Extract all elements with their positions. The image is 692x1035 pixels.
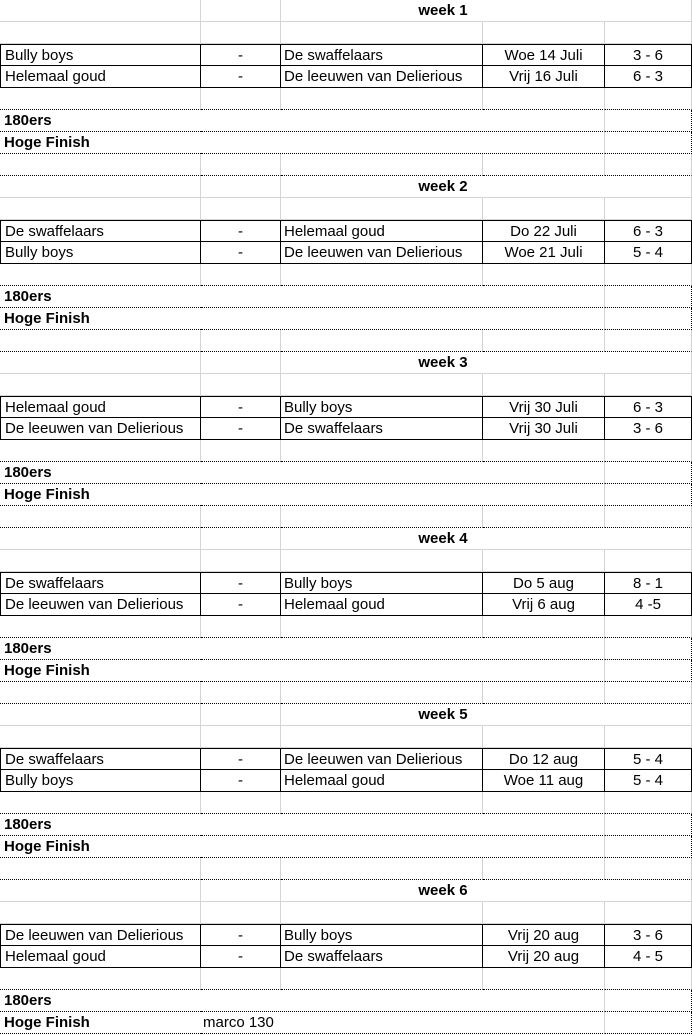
away-team-cell[interactable]: Bully boys xyxy=(281,924,483,946)
empty-cell[interactable] xyxy=(483,154,605,176)
match-date-cell[interactable]: Vrij 20 aug xyxy=(483,946,605,968)
empty-cell[interactable] xyxy=(201,88,281,110)
empty-cell[interactable] xyxy=(281,616,483,638)
home-team-cell[interactable]: De swaffelaars xyxy=(0,220,201,242)
empty-cell[interactable] xyxy=(483,616,605,638)
stat-label-180ers: 180ers xyxy=(0,462,201,484)
away-team-cell[interactable]: Helemaal goud xyxy=(281,770,483,792)
empty-cell[interactable] xyxy=(0,792,201,814)
empty-cell[interactable] xyxy=(605,880,692,902)
empty-cell[interactable] xyxy=(605,374,692,396)
empty-cell[interactable] xyxy=(281,506,483,528)
separator-cell[interactable]: - xyxy=(201,946,281,968)
empty-cell[interactable] xyxy=(201,154,281,176)
separator-cell[interactable]: - xyxy=(201,924,281,946)
stat-label-180ers: 180ers xyxy=(0,814,201,836)
stat-value-hoge-finish[interactable] xyxy=(201,484,605,506)
empty-cell[interactable] xyxy=(605,528,692,550)
empty-cell[interactable] xyxy=(605,462,692,484)
stat-label-180ers: 180ers xyxy=(0,638,201,660)
home-team-cell[interactable]: Helemaal goud xyxy=(0,66,201,88)
empty-cell[interactable] xyxy=(605,990,692,1012)
spacer-row xyxy=(0,264,692,286)
empty-cell[interactable] xyxy=(483,902,605,924)
match-row xyxy=(0,594,692,616)
week-header-row xyxy=(0,176,692,198)
match-row xyxy=(0,572,692,594)
match-row xyxy=(0,66,692,88)
stat-label-180ers: 180ers xyxy=(0,110,201,132)
empty-cell[interactable] xyxy=(0,88,201,110)
empty-cell[interactable] xyxy=(201,374,281,396)
match-row xyxy=(0,748,692,770)
score-cell[interactable]: 5 - 4 xyxy=(605,770,692,792)
match-date-cell[interactable]: Woe 11 aug xyxy=(483,770,605,792)
match-row xyxy=(0,770,692,792)
stats-180-row xyxy=(0,814,692,836)
empty-cell[interactable] xyxy=(605,550,692,572)
match-date-cell[interactable]: Do 12 aug xyxy=(483,748,605,770)
away-team-cell[interactable]: De leeuwen van Delierious xyxy=(281,748,483,770)
home-team-cell[interactable]: Helemaal goud xyxy=(0,946,201,968)
separator-cell[interactable]: - xyxy=(201,242,281,264)
empty-cell[interactable] xyxy=(605,506,692,528)
empty-cell[interactable] xyxy=(281,726,483,748)
empty-cell[interactable] xyxy=(281,440,483,462)
empty-cell[interactable] xyxy=(0,198,201,220)
home-team-cell[interactable]: De leeuwen van Delierious xyxy=(0,594,201,616)
empty-cell[interactable] xyxy=(0,374,201,396)
score-cell[interactable]: 6 - 3 xyxy=(605,396,692,418)
empty-cell[interactable] xyxy=(281,198,483,220)
spacer-row xyxy=(0,858,692,880)
empty-cell[interactable] xyxy=(0,22,201,44)
empty-cell[interactable] xyxy=(605,88,692,110)
empty-cell[interactable] xyxy=(605,264,692,286)
stats-finish-row xyxy=(0,1012,692,1034)
stat-label-hoge-finish: Hoge Finish xyxy=(0,484,201,506)
empty-cell[interactable] xyxy=(201,550,281,572)
separator-cell[interactable]: - xyxy=(201,594,281,616)
spacer-row xyxy=(0,440,692,462)
empty-cell[interactable] xyxy=(0,726,201,748)
stats-180-row xyxy=(0,110,692,132)
empty-cell[interactable] xyxy=(605,792,692,814)
away-team-cell[interactable]: De leeuwen van Delierious xyxy=(281,242,483,264)
empty-cell[interactable] xyxy=(483,506,605,528)
empty-cell[interactable] xyxy=(483,858,605,880)
empty-cell[interactable] xyxy=(605,616,692,638)
separator-cell[interactable]: - xyxy=(201,396,281,418)
spacer-row xyxy=(0,330,692,352)
empty-cell[interactable] xyxy=(605,440,692,462)
spacer-row xyxy=(0,374,692,396)
empty-cell[interactable] xyxy=(605,330,692,352)
stat-label-180ers: 180ers xyxy=(0,990,201,1012)
empty-cell[interactable] xyxy=(483,198,605,220)
empty-cell[interactable] xyxy=(201,880,281,902)
stat-value-180ers[interactable] xyxy=(201,990,605,1012)
empty-cell[interactable] xyxy=(0,440,201,462)
week-header-row xyxy=(0,528,692,550)
stats-180-row xyxy=(0,286,692,308)
spacer-row xyxy=(0,792,692,814)
stat-label-hoge-finish: Hoge Finish xyxy=(0,308,201,330)
spacer-row xyxy=(0,550,692,572)
score-cell[interactable]: 5 - 4 xyxy=(605,242,692,264)
stats-finish-row xyxy=(0,484,692,506)
stats-180-row xyxy=(0,990,692,1012)
empty-cell[interactable] xyxy=(483,682,605,704)
empty-cell[interactable] xyxy=(201,506,281,528)
stat-value-180ers[interactable] xyxy=(201,462,605,484)
match-row xyxy=(0,924,692,946)
score-cell[interactable]: 6 - 3 xyxy=(605,66,692,88)
spacer-row xyxy=(0,154,692,176)
empty-cell[interactable] xyxy=(0,154,201,176)
score-cell[interactable]: 4 -5 xyxy=(605,594,692,616)
empty-cell[interactable] xyxy=(605,814,692,836)
week-header-row xyxy=(0,704,692,726)
empty-cell[interactable] xyxy=(201,264,281,286)
away-team-cell[interactable]: De swaffelaars xyxy=(281,418,483,440)
score-cell[interactable]: 3 - 6 xyxy=(605,924,692,946)
empty-cell[interactable] xyxy=(281,858,483,880)
empty-cell[interactable] xyxy=(0,902,201,924)
home-team-cell[interactable]: De leeuwen van Delierious xyxy=(0,418,201,440)
empty-cell[interactable] xyxy=(483,792,605,814)
home-team-cell[interactable]: De swaffelaars xyxy=(0,748,201,770)
empty-cell[interactable] xyxy=(201,440,281,462)
empty-cell[interactable] xyxy=(605,22,692,44)
stats-finish-row xyxy=(0,660,692,682)
empty-cell[interactable] xyxy=(201,968,281,990)
stat-value-hoge-finish[interactable] xyxy=(201,308,605,330)
stat-value-hoge-finish[interactable] xyxy=(201,132,605,154)
match-row xyxy=(0,220,692,242)
empty-cell[interactable] xyxy=(0,616,201,638)
empty-cell[interactable] xyxy=(605,286,692,308)
spacer-row xyxy=(0,616,692,638)
empty-cell[interactable] xyxy=(201,22,281,44)
spacer-row xyxy=(0,682,692,704)
empty-cell[interactable] xyxy=(201,902,281,924)
score-cell[interactable]: 5 - 4 xyxy=(605,748,692,770)
empty-cell[interactable] xyxy=(281,264,483,286)
score-cell[interactable]: 3 - 6 xyxy=(605,44,692,66)
stats-finish-row xyxy=(0,836,692,858)
stat-label-hoge-finish: Hoge Finish xyxy=(0,132,201,154)
match-date-cell[interactable]: Woe 21 Juli xyxy=(483,242,605,264)
empty-cell[interactable] xyxy=(201,726,281,748)
match-row xyxy=(0,396,692,418)
empty-cell[interactable] xyxy=(281,154,483,176)
match-date-cell[interactable]: Woe 14 Juli xyxy=(483,44,605,66)
home-team-cell[interactable]: Bully boys xyxy=(0,770,201,792)
empty-cell[interactable] xyxy=(281,330,483,352)
separator-cell[interactable]: - xyxy=(201,418,281,440)
stat-label-hoge-finish: Hoge Finish xyxy=(0,1012,201,1034)
spacer-row xyxy=(0,726,692,748)
empty-cell[interactable] xyxy=(605,132,692,154)
stat-value-180ers[interactable] xyxy=(201,110,605,132)
stat-value-180ers[interactable] xyxy=(201,814,605,836)
week-header-row xyxy=(0,352,692,374)
empty-cell[interactable] xyxy=(0,880,201,902)
week-title: week 1 xyxy=(418,2,468,19)
separator-cell[interactable]: - xyxy=(201,748,281,770)
home-team-cell[interactable]: Helemaal goud xyxy=(0,396,201,418)
score-cell[interactable]: 8 - 1 xyxy=(605,572,692,594)
empty-cell[interactable] xyxy=(0,704,201,726)
stats-180-row xyxy=(0,638,692,660)
empty-cell[interactable] xyxy=(281,968,483,990)
empty-cell[interactable] xyxy=(281,88,483,110)
empty-cell[interactable] xyxy=(281,792,483,814)
empty-cell[interactable] xyxy=(605,154,692,176)
empty-cell[interactable] xyxy=(0,0,201,22)
empty-cell[interactable] xyxy=(605,176,692,198)
empty-cell[interactable] xyxy=(605,198,692,220)
empty-cell[interactable] xyxy=(0,550,201,572)
away-team-cell[interactable]: Helemaal goud xyxy=(281,594,483,616)
empty-cell[interactable] xyxy=(281,374,483,396)
week-header-row xyxy=(0,0,692,22)
week-title: week 5 xyxy=(418,706,468,723)
away-team-cell[interactable]: Bully boys xyxy=(281,396,483,418)
home-team-cell[interactable]: Bully boys xyxy=(0,242,201,264)
empty-cell[interactable] xyxy=(201,176,281,198)
match-date-cell[interactable]: Vrij 30 Juli xyxy=(483,418,605,440)
stat-label-180ers: 180ers xyxy=(0,286,201,308)
spacer-row xyxy=(0,506,692,528)
away-team-cell[interactable]: De leeuwen van Delierious xyxy=(281,66,483,88)
empty-cell[interactable] xyxy=(0,858,201,880)
empty-cell[interactable] xyxy=(605,704,692,726)
empty-cell[interactable] xyxy=(201,0,281,22)
spacer-row xyxy=(0,198,692,220)
empty-cell[interactable] xyxy=(605,484,692,506)
empty-cell[interactable] xyxy=(605,968,692,990)
empty-cell[interactable] xyxy=(605,902,692,924)
separator-cell[interactable]: - xyxy=(201,220,281,242)
empty-cell[interactable] xyxy=(605,308,692,330)
stat-value-hoge-finish[interactable]: marco 130 xyxy=(201,1012,605,1034)
home-team-cell[interactable]: Bully boys xyxy=(0,44,201,66)
empty-cell[interactable] xyxy=(605,660,692,682)
spacer-row xyxy=(0,968,692,990)
empty-cell[interactable] xyxy=(605,682,692,704)
empty-cell[interactable] xyxy=(201,528,281,550)
empty-cell[interactable] xyxy=(605,110,692,132)
home-team-cell[interactable]: De leeuwen van Delierious xyxy=(0,924,201,946)
empty-cell[interactable] xyxy=(483,440,605,462)
away-team-cell[interactable]: Bully boys xyxy=(281,572,483,594)
week-title: week 3 xyxy=(418,354,468,371)
empty-cell[interactable] xyxy=(605,858,692,880)
empty-cell[interactable] xyxy=(201,682,281,704)
separator-cell[interactable]: - xyxy=(201,44,281,66)
empty-cell[interactable] xyxy=(201,352,281,374)
week-title: week 6 xyxy=(418,882,468,899)
empty-cell[interactable] xyxy=(605,0,692,22)
empty-cell[interactable] xyxy=(201,792,281,814)
empty-cell[interactable] xyxy=(281,22,483,44)
empty-cell[interactable] xyxy=(281,550,483,572)
empty-cell[interactable] xyxy=(483,22,605,44)
empty-cell[interactable] xyxy=(605,638,692,660)
stat-label-hoge-finish: Hoge Finish xyxy=(0,836,201,858)
match-date-cell[interactable]: Do 22 Juli xyxy=(483,220,605,242)
empty-cell[interactable] xyxy=(0,968,201,990)
separator-cell[interactable]: - xyxy=(201,770,281,792)
empty-cell[interactable] xyxy=(201,330,281,352)
empty-cell[interactable] xyxy=(483,374,605,396)
stats-finish-row xyxy=(0,132,692,154)
empty-cell[interactable] xyxy=(201,858,281,880)
empty-cell[interactable] xyxy=(0,352,201,374)
away-team-cell[interactable]: De swaffelaars xyxy=(281,946,483,968)
match-row xyxy=(0,44,692,66)
match-row xyxy=(0,946,692,968)
spacer-row xyxy=(0,902,692,924)
empty-cell[interactable] xyxy=(605,836,692,858)
week-title: week 4 xyxy=(418,530,468,547)
stats-180-row xyxy=(0,462,692,484)
empty-cell[interactable] xyxy=(0,264,201,286)
match-date-cell[interactable]: Do 5 aug xyxy=(483,572,605,594)
stat-value-180ers[interactable] xyxy=(201,286,605,308)
match-row xyxy=(0,418,692,440)
stat-value-hoge-finish[interactable] xyxy=(201,660,605,682)
score-cell[interactable]: 3 - 6 xyxy=(605,418,692,440)
away-team-cell[interactable]: De swaffelaars xyxy=(281,44,483,66)
empty-cell[interactable] xyxy=(605,1012,692,1034)
empty-cell[interactable] xyxy=(483,550,605,572)
match-date-cell[interactable]: Vrij 30 Juli xyxy=(483,396,605,418)
empty-cell[interactable] xyxy=(0,330,201,352)
empty-cell[interactable] xyxy=(483,968,605,990)
empty-cell[interactable] xyxy=(0,176,201,198)
empty-cell[interactable] xyxy=(483,330,605,352)
score-cell[interactable]: 6 - 3 xyxy=(605,220,692,242)
home-team-cell[interactable]: De swaffelaars xyxy=(0,572,201,594)
empty-cell[interactable] xyxy=(483,726,605,748)
stats-finish-row xyxy=(0,308,692,330)
away-team-cell[interactable]: Helemaal goud xyxy=(281,220,483,242)
stat-value-hoge-finish[interactable] xyxy=(201,836,605,858)
match-date-cell[interactable]: Vrij 6 aug xyxy=(483,594,605,616)
match-row xyxy=(0,242,692,264)
week-header-row xyxy=(0,880,692,902)
empty-cell[interactable] xyxy=(281,902,483,924)
empty-cell[interactable] xyxy=(201,616,281,638)
empty-cell[interactable] xyxy=(0,528,201,550)
spacer-row xyxy=(0,88,692,110)
score-cell[interactable]: 4 - 5 xyxy=(605,946,692,968)
week-title: week 2 xyxy=(418,178,468,195)
empty-cell[interactable] xyxy=(0,506,201,528)
spacer-row xyxy=(0,22,692,44)
separator-cell[interactable]: - xyxy=(201,66,281,88)
stat-value-180ers[interactable] xyxy=(201,638,605,660)
stat-label-hoge-finish: Hoge Finish xyxy=(0,660,201,682)
empty-cell[interactable] xyxy=(483,88,605,110)
match-date-cell[interactable]: Vrij 16 Juli xyxy=(483,66,605,88)
empty-cell[interactable] xyxy=(0,682,201,704)
empty-cell[interactable] xyxy=(201,198,281,220)
empty-cell[interactable] xyxy=(483,264,605,286)
empty-cell[interactable] xyxy=(605,726,692,748)
match-date-cell[interactable]: Vrij 20 aug xyxy=(483,924,605,946)
empty-cell[interactable] xyxy=(605,352,692,374)
empty-cell[interactable] xyxy=(281,682,483,704)
separator-cell[interactable]: - xyxy=(201,572,281,594)
empty-cell[interactable] xyxy=(201,704,281,726)
